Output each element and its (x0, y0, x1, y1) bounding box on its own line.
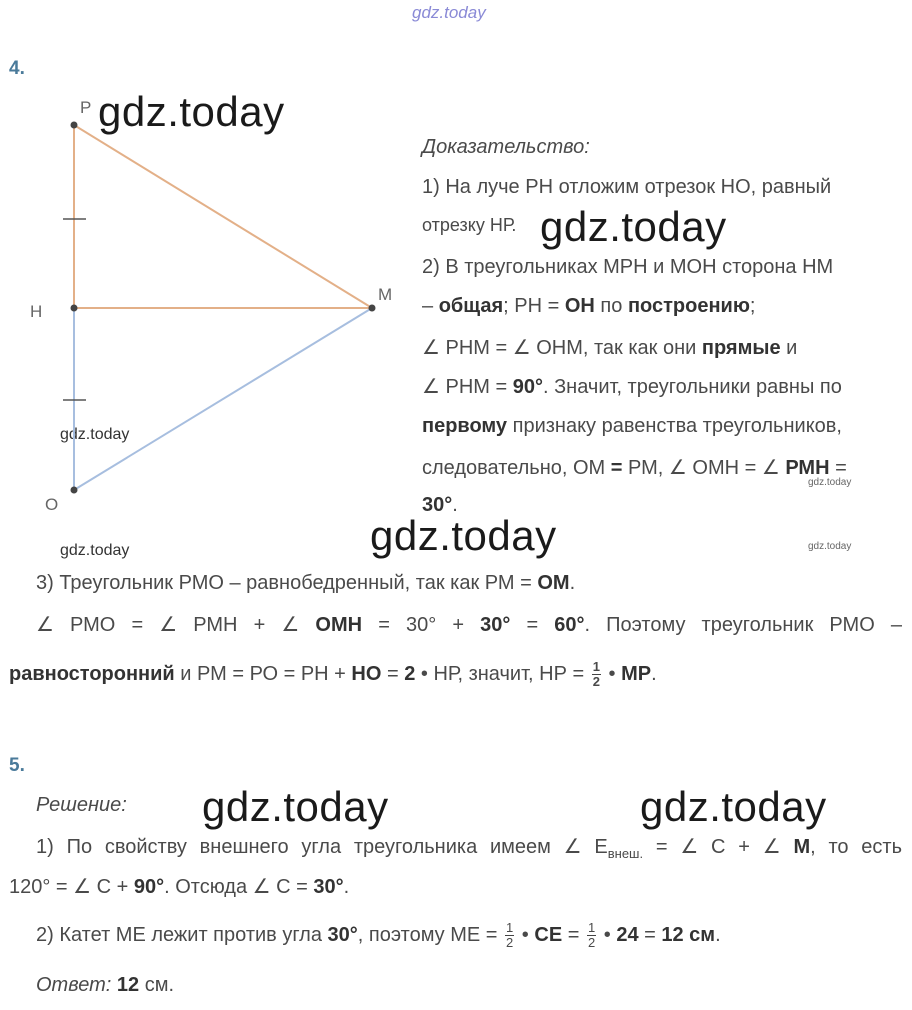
watermark-top: gdz.today (412, 3, 486, 22)
proof-line: ∠ РНМ = 90°. Значит, треугольники равны по (422, 376, 842, 398)
proof-line: 2) В треугольниках МРН и МОН сторона НМ (422, 256, 834, 278)
proof-line: 30°. (422, 494, 458, 516)
proof-title: Доказательство: (422, 136, 590, 158)
watermark-large: gdz.today (370, 512, 557, 559)
label-o: O (45, 495, 59, 514)
solution-line: 2) Катет МЕ лежит против угла 30°, поэтому МЕ = $\frac{1}{2}$ • СЕ = $\frac{1}{2}$ • 24 = 12 см. (36, 920, 721, 951)
point-p (71, 122, 78, 129)
proof-line: первому признаку равенства треугольников, (422, 415, 842, 437)
proof-line: ∠ РМО = ∠ РМН + ∠ ОМН = 30° + 30° = 60°. Поэтому треугольник РМО – (36, 614, 902, 636)
point-o (71, 487, 78, 494)
watermark-large: gdz.today (98, 88, 285, 135)
watermark-small: gdz.today (60, 426, 130, 443)
triangle-figure (0, 90, 420, 530)
label-p: P (80, 98, 92, 117)
fraction: $\frac{1}{2}$ (592, 659, 600, 690)
problem-number: 4. (9, 58, 25, 79)
answer-value: 12 (116, 974, 140, 996)
label-m: M (378, 285, 393, 304)
point-m (369, 305, 376, 312)
watermark-large: gdz.today (640, 783, 827, 830)
problem-number: 5. (9, 755, 25, 776)
proof-line: 1) На луче РН отложим отрезок НО, равный (422, 176, 832, 198)
watermark-large: gdz.today (202, 783, 389, 830)
proof-line: равносторонний и РМ = РО = РН + НО = 2 • НР, значит, НР = $\frac{1}{2}$ • МР. (9, 659, 657, 690)
watermark-large: gdz.today (540, 203, 727, 250)
proof-line: следовательно, ОМ = РМ, ∠ ОМН = ∠ РМН = (422, 457, 847, 479)
fraction: $\frac{1}{2}$ (506, 920, 514, 951)
label-h: H (30, 302, 43, 321)
solution-line: 1) По свойству внешнего угла треугольника имеем ∠ $Е_{внеш.}$ = ∠ С + ∠ М, то есть (36, 836, 902, 861)
solution-title: Решение: (36, 794, 127, 816)
fraction: $\frac{1}{2}$ (587, 920, 596, 951)
solution-line: 120° = ∠ С + 90°. Отсюда ∠ С = 30°. (9, 876, 350, 898)
watermark-tiny: gdz.today (808, 477, 852, 488)
answer-line: Ответ: 12 см. (36, 974, 175, 996)
segment-om (74, 308, 372, 490)
watermark-tiny: gdz.today (808, 541, 852, 552)
point-h (71, 305, 78, 312)
proof-line: отрезку НР. (422, 215, 517, 235)
proof-line: 3) Треугольник РМО – равнобедренный, так как РМ = ОМ. (36, 572, 576, 594)
watermark-small: gdz.today (60, 542, 130, 559)
proof-line: ∠ РНМ = ∠ ОНМ, так как они прямые и (422, 337, 798, 359)
answer-label: Ответ: (36, 974, 112, 996)
proof-line: – общая; РН = ОН по построению; (422, 295, 756, 317)
segment-pm (74, 125, 372, 308)
